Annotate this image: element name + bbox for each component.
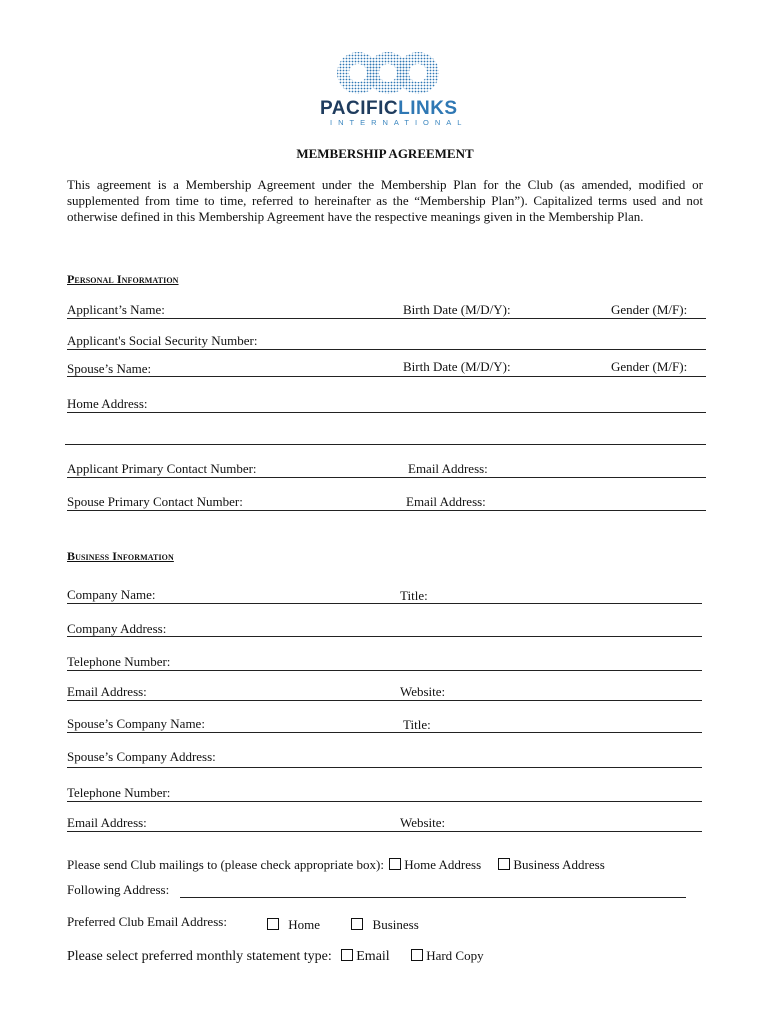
- applicant-email-label: Email Address:: [408, 461, 488, 476]
- spouse-company-address-field[interactable]: [67, 767, 702, 768]
- company-address-field[interactable]: [67, 636, 702, 637]
- statement-label: Please select preferred monthly statement type:: [67, 949, 332, 964]
- brand-name-part1: PACIFIC: [320, 98, 399, 119]
- spouse-company-address-label: Spouse’s Company Address:: [67, 749, 216, 764]
- spouse-contact-field[interactable]: [67, 510, 706, 511]
- spouse-website-label: Website:: [400, 815, 446, 830]
- following-address-label: Following Address:: [67, 882, 170, 897]
- statement-hard-copy-label: Hard Copy: [426, 948, 484, 963]
- home-address-field-2[interactable]: [65, 444, 706, 445]
- applicant-name-label: Applicant’s Name:: [67, 302, 165, 317]
- document-title: MEMBERSHIP AGREEMENT: [296, 146, 474, 161]
- mailings-home-checkbox[interactable]: [389, 858, 401, 870]
- statement-email-label: Email: [356, 949, 390, 964]
- ssn-field[interactable]: [67, 349, 706, 350]
- applicant-contact-field[interactable]: [67, 477, 706, 478]
- personal-info-heading: Personal Information: [67, 272, 179, 286]
- spouse-company-name-field[interactable]: [67, 732, 702, 733]
- applicant-contact-label: Applicant Primary Contact Number:: [67, 461, 257, 476]
- spouse-company-title-label: Title:: [403, 717, 431, 732]
- applicant-row-field[interactable]: [67, 318, 706, 319]
- brand-name: [320, 98, 458, 120]
- company-telephone-field[interactable]: [67, 670, 702, 671]
- following-address-field[interactable]: [180, 897, 686, 898]
- home-address-label: Home Address:: [67, 396, 148, 411]
- logo-rings-icon: [318, 48, 458, 98]
- club-email-label: Preferred Club Email Address:: [67, 914, 227, 929]
- business-info-heading: Business Information: [67, 549, 174, 563]
- club-email-options: [267, 918, 419, 931]
- home-address-field-1[interactable]: [67, 412, 706, 413]
- statement-row: [67, 949, 484, 964]
- spouse-contact-label: Spouse Primary Contact Number:: [67, 494, 243, 509]
- brand-name-part2: LINKS: [398, 98, 458, 119]
- spouse-name-label: Spouse’s Name:: [67, 361, 152, 376]
- statement-hard-copy-checkbox[interactable]: [411, 949, 423, 961]
- company-name-label: Company Name:: [67, 587, 156, 602]
- brand-subtitle: INTERNATIONAL: [330, 118, 468, 127]
- company-logo: [318, 48, 468, 128]
- company-email-label: Email Address:: [67, 684, 147, 699]
- club-email-business-checkbox[interactable]: [351, 918, 363, 930]
- spouse-email-business-field[interactable]: [67, 831, 702, 832]
- spouse-telephone-label: Telephone Number:: [67, 785, 171, 800]
- spouse-gender-label: Gender (M/F):: [611, 359, 688, 374]
- club-email-home-checkbox[interactable]: [267, 918, 279, 930]
- applicant-birth-date-label: Birth Date (M/D/Y):: [403, 302, 511, 317]
- mailings-row: [67, 858, 605, 871]
- spouse-email-business-label: Email Address:: [67, 815, 147, 830]
- applicant-gender-label: Gender (M/F):: [611, 302, 688, 317]
- intro-paragraph: This agreement is a Membership Agreement under the Membership Plan for the Club (as amended, modified or supplemented from time to time, referred to hereinafter as the “Membership Plan”). Capitalized terms used and not otherwise defined in this Membership Agreement have the respective meanings given in the Membership Plan.: [67, 177, 703, 224]
- company-email-field[interactable]: [67, 700, 702, 701]
- spouse-telephone-field[interactable]: [67, 801, 702, 802]
- spouse-row-field[interactable]: [67, 376, 706, 377]
- company-name-field[interactable]: [67, 603, 702, 604]
- statement-email-checkbox[interactable]: [341, 949, 353, 961]
- mailings-label: Please send Club mailings to (please check appropriate box):: [67, 857, 384, 872]
- company-address-label: Company Address:: [67, 621, 167, 636]
- spouse-company-name-label: Spouse’s Company Name:: [67, 716, 205, 731]
- mailings-business-label: Business Address: [513, 857, 605, 872]
- spouse-birth-date-label: Birth Date (M/D/Y):: [403, 359, 511, 374]
- mailings-business-checkbox[interactable]: [498, 858, 510, 870]
- company-telephone-label: Telephone Number:: [67, 654, 171, 669]
- company-title-label: Title:: [400, 588, 428, 603]
- club-email-business-label: Business: [372, 917, 419, 932]
- spouse-email-label: Email Address:: [406, 494, 486, 509]
- company-website-label: Website:: [400, 684, 446, 699]
- ssn-label: Applicant's Social Security Number:: [67, 333, 258, 348]
- club-email-home-label: Home: [288, 917, 321, 932]
- mailings-home-label: Home Address: [404, 857, 482, 872]
